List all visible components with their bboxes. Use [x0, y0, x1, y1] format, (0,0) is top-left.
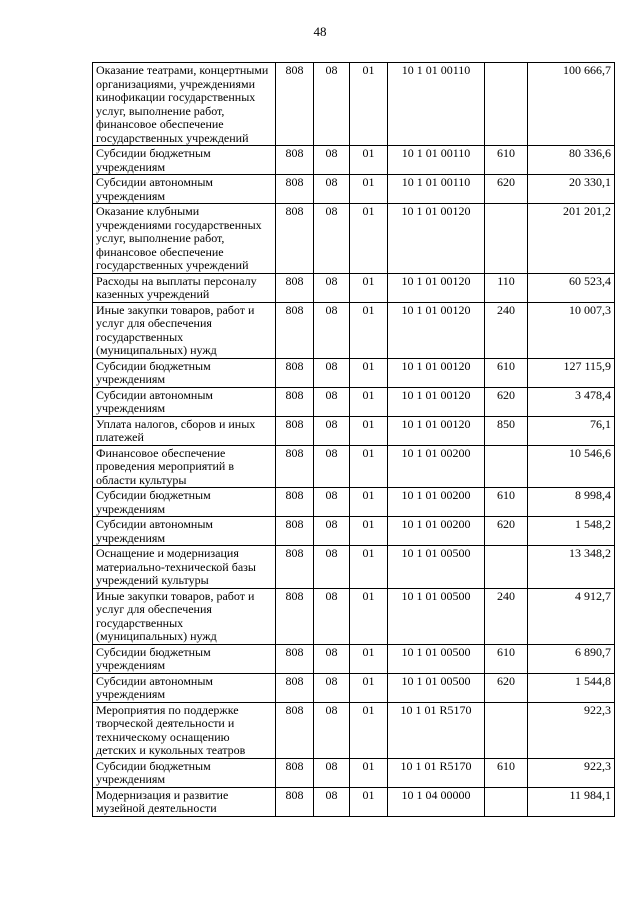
budget-table-body [93, 63, 615, 817]
amount-cell: 60 523,4 [528, 273, 615, 302]
target-article-cell: 10 1 01 00120 [388, 358, 485, 387]
amount-cell: 922,3 [528, 758, 615, 787]
section-code-cell: 08 [314, 445, 350, 488]
target-article-cell: 10 1 01 00120 [388, 302, 485, 358]
subsection-code-cell: 01 [350, 488, 388, 517]
expense-type-cell [485, 787, 528, 816]
department-code-cell: 808 [276, 146, 314, 175]
expense-name-cell: Оказание театрами, концертными организациями, учреждениями кинофикации государственных услуг, выполнение работ, финансовое обеспечение государственных учреждений [93, 63, 276, 146]
subsection-code-cell: 01 [350, 517, 388, 546]
section-code-cell: 08 [314, 273, 350, 302]
target-article-cell: 10 1 01 00110 [388, 146, 485, 175]
subsection-code-cell: 01 [350, 358, 388, 387]
target-article-cell: 10 1 01 00120 [388, 273, 485, 302]
expense-name-cell: Субсидии бюджетным учреждениям [93, 358, 276, 387]
section-code-cell: 08 [314, 302, 350, 358]
amount-cell: 1 548,2 [528, 517, 615, 546]
amount-cell: 10 007,3 [528, 302, 615, 358]
expense-type-cell [485, 204, 528, 274]
table-row [93, 673, 615, 702]
subsection-code-cell: 01 [350, 673, 388, 702]
table-row [93, 702, 615, 758]
amount-cell: 1 544,8 [528, 673, 615, 702]
expense-name-cell: Финансовое обеспечение проведения мероприятий в области культуры [93, 445, 276, 488]
department-code-cell: 808 [276, 204, 314, 274]
section-code-cell: 08 [314, 387, 350, 416]
section-code-cell: 08 [314, 546, 350, 589]
department-code-cell: 808 [276, 673, 314, 702]
expense-type-cell [485, 445, 528, 488]
subsection-code-cell: 01 [350, 787, 388, 816]
subsection-code-cell: 01 [350, 416, 388, 445]
expense-name-cell: Субсидии бюджетным учреждениям [93, 488, 276, 517]
table-row [93, 175, 615, 204]
target-article-cell: 10 1 01 00110 [388, 63, 485, 146]
target-article-cell: 10 1 01 00120 [388, 204, 485, 274]
subsection-code-cell: 01 [350, 445, 388, 488]
department-code-cell: 808 [276, 387, 314, 416]
table-row [93, 273, 615, 302]
target-article-cell: 10 1 01 00120 [388, 416, 485, 445]
target-article-cell: 10 1 01 00200 [388, 517, 485, 546]
amount-cell: 3 478,4 [528, 387, 615, 416]
amount-cell: 201 201,2 [528, 204, 615, 274]
section-code-cell: 08 [314, 517, 350, 546]
expense-type-cell: 110 [485, 273, 528, 302]
expense-name-cell: Субсидии автономным учреждениям [93, 517, 276, 546]
section-code-cell: 08 [314, 787, 350, 816]
expense-type-cell: 620 [485, 175, 528, 204]
subsection-code-cell: 01 [350, 273, 388, 302]
expense-name-cell: Субсидии автономным учреждениям [93, 673, 276, 702]
subsection-code-cell: 01 [350, 302, 388, 358]
amount-cell: 11 984,1 [528, 787, 615, 816]
amount-cell: 6 890,7 [528, 644, 615, 673]
department-code-cell: 808 [276, 358, 314, 387]
section-code-cell: 08 [314, 63, 350, 146]
target-article-cell: 10 1 01 00500 [388, 588, 485, 644]
expense-type-cell [485, 63, 528, 146]
table-row [93, 644, 615, 673]
expense-type-cell: 610 [485, 644, 528, 673]
department-code-cell: 808 [276, 702, 314, 758]
expense-type-cell [485, 546, 528, 589]
target-article-cell: 10 1 04 00000 [388, 787, 485, 816]
table-row [93, 758, 615, 787]
target-article-cell: 10 1 01 R5170 [388, 758, 485, 787]
section-code-cell: 08 [314, 358, 350, 387]
section-code-cell: 08 [314, 204, 350, 274]
expense-name-cell: Субсидии бюджетным учреждениям [93, 758, 276, 787]
table-row [93, 358, 615, 387]
expense-name-cell: Расходы на выплаты персоналу казенных учреждений [93, 273, 276, 302]
expense-type-cell: 610 [485, 358, 528, 387]
table-row [93, 546, 615, 589]
section-code-cell: 08 [314, 488, 350, 517]
table-row [93, 445, 615, 488]
section-code-cell: 08 [314, 758, 350, 787]
expense-name-cell: Иные закупки товаров, работ и услуг для обеспечения государственных (муниципальных) нужд [93, 302, 276, 358]
department-code-cell: 808 [276, 175, 314, 204]
expense-name-cell: Субсидии бюджетным учреждениям [93, 146, 276, 175]
table-row [93, 146, 615, 175]
expense-type-cell: 620 [485, 673, 528, 702]
table-row [93, 204, 615, 274]
subsection-code-cell: 01 [350, 702, 388, 758]
amount-cell: 80 336,6 [528, 146, 615, 175]
amount-cell: 13 348,2 [528, 546, 615, 589]
amount-cell: 76,1 [528, 416, 615, 445]
target-article-cell: 10 1 01 00500 [388, 673, 485, 702]
amount-cell: 100 666,7 [528, 63, 615, 146]
budget-table [92, 62, 615, 817]
target-article-cell: 10 1 01 00500 [388, 546, 485, 589]
subsection-code-cell: 01 [350, 146, 388, 175]
amount-cell: 20 330,1 [528, 175, 615, 204]
expense-name-cell: Уплата налогов, сборов и иных платежей [93, 416, 276, 445]
target-article-cell: 10 1 01 00200 [388, 445, 485, 488]
amount-cell: 8 998,4 [528, 488, 615, 517]
subsection-code-cell: 01 [350, 387, 388, 416]
expense-type-cell: 620 [485, 387, 528, 416]
target-article-cell: 10 1 01 00500 [388, 644, 485, 673]
table-row [93, 787, 615, 816]
expense-name-cell: Субсидии автономным учреждениям [93, 387, 276, 416]
section-code-cell: 08 [314, 175, 350, 204]
department-code-cell: 808 [276, 588, 314, 644]
target-article-cell: 10 1 01 R5170 [388, 702, 485, 758]
amount-cell: 922,3 [528, 702, 615, 758]
department-code-cell: 808 [276, 517, 314, 546]
table-row [93, 517, 615, 546]
subsection-code-cell: 01 [350, 63, 388, 146]
department-code-cell: 808 [276, 758, 314, 787]
subsection-code-cell: 01 [350, 644, 388, 673]
department-code-cell: 808 [276, 63, 314, 146]
subsection-code-cell: 01 [350, 588, 388, 644]
expense-name-cell: Оказание клубными учреждениями государственных услуг, выполнение работ, финансовое обеспечение государственных учреждений [93, 204, 276, 274]
page-number: 48 [313, 24, 327, 39]
expense-type-cell: 610 [485, 758, 528, 787]
table-row [93, 302, 615, 358]
expense-type-cell: 610 [485, 488, 528, 517]
expense-name-cell: Мероприятия по поддержке творческой деятельности и техническому оснащению детских и кукольных театров [93, 702, 276, 758]
target-article-cell: 10 1 01 00200 [388, 488, 485, 517]
section-code-cell: 08 [314, 146, 350, 175]
target-article-cell: 10 1 01 00120 [388, 387, 485, 416]
table-row [93, 416, 615, 445]
department-code-cell: 808 [276, 445, 314, 488]
section-code-cell: 08 [314, 673, 350, 702]
expense-type-cell: 850 [485, 416, 528, 445]
section-code-cell: 08 [314, 702, 350, 758]
section-code-cell: 08 [314, 416, 350, 445]
table-row [93, 488, 615, 517]
section-code-cell: 08 [314, 644, 350, 673]
department-code-cell: 808 [276, 302, 314, 358]
department-code-cell: 808 [276, 546, 314, 589]
expense-name-cell: Субсидии бюджетным учреждениям [93, 644, 276, 673]
subsection-code-cell: 01 [350, 758, 388, 787]
department-code-cell: 808 [276, 644, 314, 673]
expense-type-cell: 610 [485, 146, 528, 175]
amount-cell: 127 115,9 [528, 358, 615, 387]
expense-name-cell: Модернизация и развитие музейной деятельности [93, 787, 276, 816]
department-code-cell: 808 [276, 416, 314, 445]
expense-type-cell: 620 [485, 517, 528, 546]
table-row [93, 387, 615, 416]
subsection-code-cell: 01 [350, 204, 388, 274]
expense-type-cell [485, 702, 528, 758]
subsection-code-cell: 01 [350, 175, 388, 204]
department-code-cell: 808 [276, 787, 314, 816]
expense-type-cell: 240 [485, 588, 528, 644]
expense-type-cell: 240 [485, 302, 528, 358]
expense-name-cell: Субсидии автономным учреждениям [93, 175, 276, 204]
section-code-cell: 08 [314, 588, 350, 644]
subsection-code-cell: 01 [350, 546, 388, 589]
table-row [93, 63, 615, 146]
department-code-cell: 808 [276, 273, 314, 302]
target-article-cell: 10 1 01 00110 [388, 175, 485, 204]
expense-name-cell: Оснащение и модернизация материально-технической базы учреждений культуры [93, 546, 276, 589]
amount-cell: 10 546,6 [528, 445, 615, 488]
amount-cell: 4 912,7 [528, 588, 615, 644]
department-code-cell: 808 [276, 488, 314, 517]
expense-name-cell: Иные закупки товаров, работ и услуг для обеспечения государственных (муниципальных) нужд [93, 588, 276, 644]
table-row [93, 588, 615, 644]
